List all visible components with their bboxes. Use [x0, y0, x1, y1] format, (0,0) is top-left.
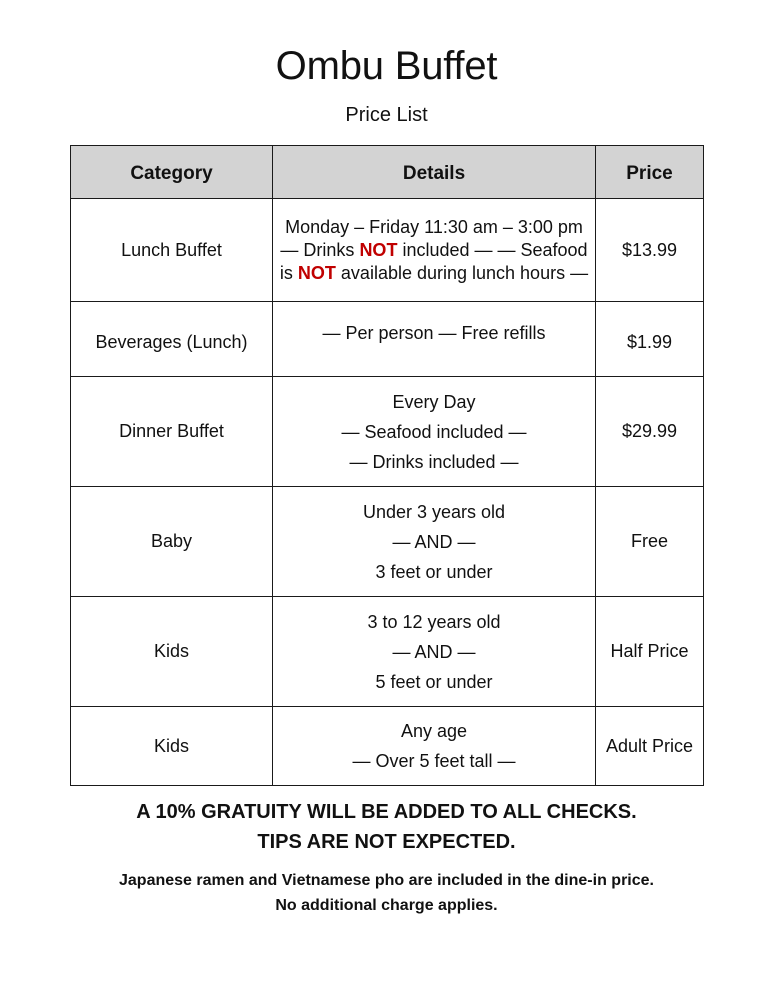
table-row [71, 377, 704, 487]
column-header-category: Category [71, 146, 273, 199]
details-line: — AND — [392, 531, 476, 552]
footer-note-line: No additional charge applies. [275, 897, 498, 914]
table-row [71, 707, 704, 786]
table-row [71, 199, 704, 302]
page-subtitle: Price List [345, 104, 428, 126]
tips-notice-line: TIPS ARE NOT EXPECTED. [257, 831, 516, 853]
price-cell: Free [596, 487, 704, 597]
category-cell: Kids [71, 707, 273, 786]
details-text: is [279, 262, 298, 283]
details-line: 5 feet or under [375, 671, 493, 692]
details-line: Any age [400, 721, 468, 741]
details-line: — AND — [392, 641, 476, 662]
category-cell: Baby [71, 487, 273, 597]
category-cell: Dinner Buffet [71, 377, 273, 487]
details-cell [273, 597, 596, 707]
details-text: — Drinks [280, 239, 360, 260]
footer-note-line: Japanese ramen and Vietnamese pho are included in the dine-in price. [119, 872, 654, 889]
category-cell: Beverages (Lunch) [71, 302, 273, 377]
column-header-price: Price [596, 146, 704, 199]
emphasis-not: NOT [359, 239, 398, 260]
details-line: Under 3 years old [362, 501, 506, 522]
page-title: Ombu Buffet [275, 44, 498, 88]
footer-note [0, 868, 773, 918]
price-cell: $13.99 [596, 199, 704, 302]
table-row [71, 487, 704, 597]
details-cell [273, 707, 596, 786]
details-line: 3 to 12 years old [367, 611, 501, 632]
details-line [279, 239, 589, 262]
details-line: — Seafood included — [341, 421, 527, 442]
details-line: 3 feet or under [375, 561, 493, 582]
details-line: Every Day [392, 391, 476, 412]
details-line: — Drinks included — [349, 451, 519, 472]
details-line [279, 262, 589, 285]
price-cell: Half Price [596, 597, 704, 707]
table-header-row [71, 146, 704, 199]
table-row [71, 597, 704, 707]
details-cell [273, 377, 596, 487]
category-cell: Kids [71, 597, 273, 707]
emphasis-not: NOT [297, 262, 336, 283]
details-cell [273, 302, 596, 377]
details-cell [273, 199, 596, 302]
details-text: available during lunch hours — [335, 262, 589, 283]
gratuity-notice-line: A 10% GRATUITY WILL BE ADDED TO ALL CHECKS. [136, 801, 637, 823]
price-cell: $29.99 [596, 377, 704, 487]
table-row [71, 302, 704, 377]
column-header-details: Details [273, 146, 596, 199]
details-text: Monday – Friday 11:30 am – 3:00 pm [285, 216, 583, 237]
details-line: — Over 5 feet tall — [352, 751, 516, 771]
category-cell: Lunch Buffet [71, 199, 273, 302]
price-table [70, 145, 704, 786]
price-cell: $1.99 [596, 302, 704, 377]
details-cell [273, 487, 596, 597]
details-line: — Per person — Free refills [322, 323, 546, 343]
details-text: included — — Seafood [397, 239, 588, 260]
price-cell: Adult Price [596, 707, 704, 786]
gratuity-notice [0, 797, 773, 857]
details-line [279, 216, 589, 239]
